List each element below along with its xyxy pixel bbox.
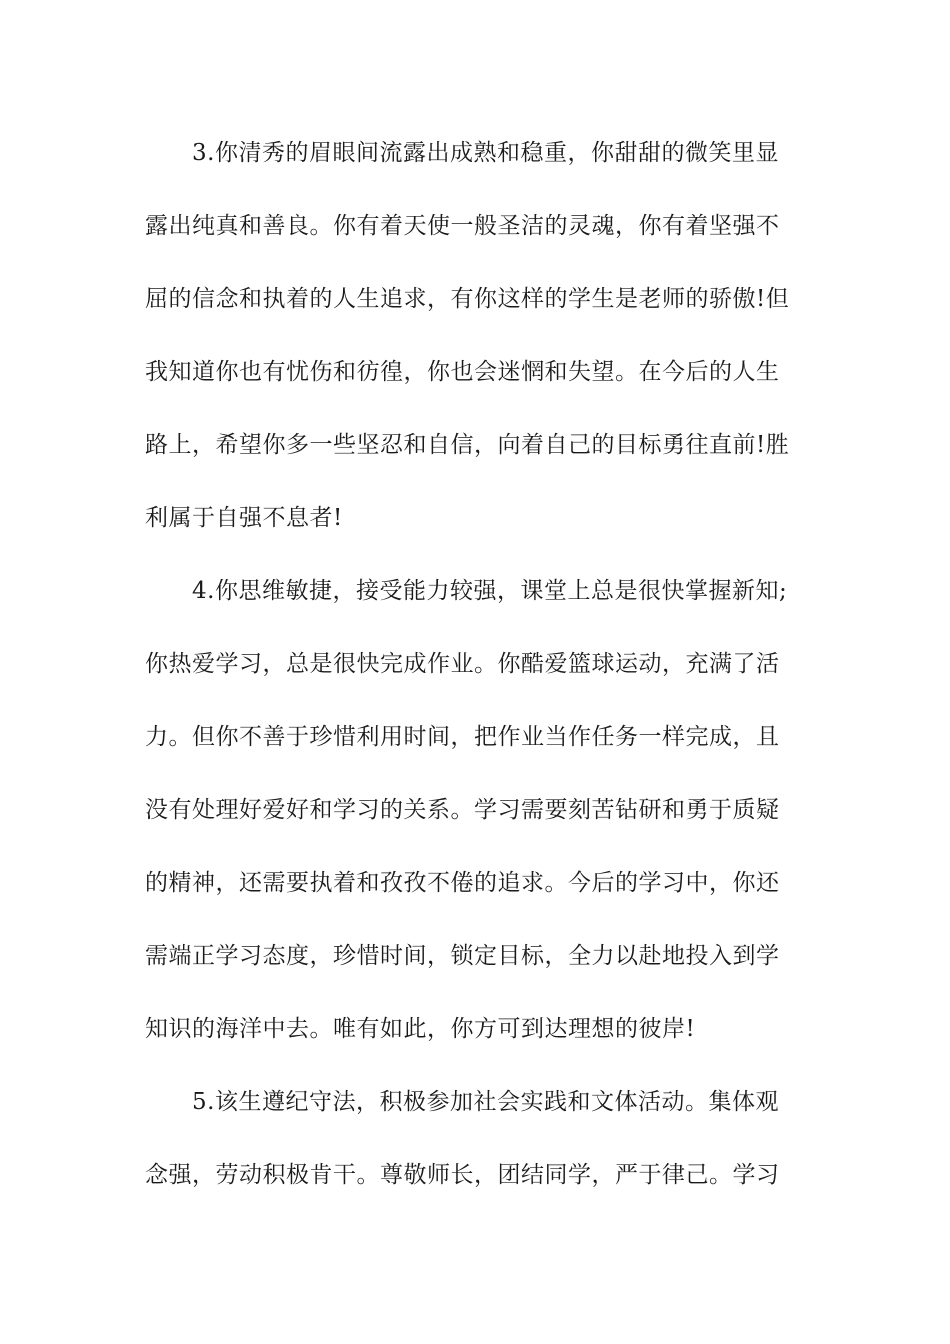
- text-line: 知识的海洋中去。唯有如此，你方可到达理想的彼岸!: [145, 1016, 696, 1042]
- text-line: 3.你清秀的眉眼间流露出成熟和稳重，你甜甜的微笑里显: [192, 140, 779, 166]
- text-line: 路上，希望你多一些坚忍和自信，向着自己的目标勇往直前!胜: [145, 432, 790, 458]
- paragraph-4: [145, 561, 805, 1072]
- text-line: 利属于自强不息者!: [145, 505, 343, 531]
- text-line: 4.你思维敏捷，接受能力较强，课堂上总是很快掌握新知;: [192, 578, 788, 604]
- text-line: 念强，劳动积极肯干。尊敬师长，团结同学，严于律己。学习: [145, 1162, 780, 1188]
- document-body: [145, 123, 805, 1218]
- text-line: 没有处理好爱好和学习的关系。学习需要刻苦钻研和勇于质疑: [145, 797, 780, 823]
- text-line: 的精神，还需要执着和孜孜不倦的追求。今后的学习中，你还: [145, 870, 780, 896]
- text-line: 力。但你不善于珍惜利用时间，把作业当作任务一样完成，且: [145, 724, 780, 750]
- paragraph-5: [145, 1072, 805, 1218]
- text-line: 屈的信念和执着的人生追求，有你这样的学生是老师的骄傲!但: [145, 286, 790, 312]
- text-line: 需端正学习态度，珍惜时间，锁定目标，全力以赴地投入到学: [145, 943, 780, 969]
- paragraph-3: [145, 123, 805, 561]
- text-line: 我知道你也有忧伤和彷徨，你也会迷惘和失望。在今后的人生: [145, 359, 780, 385]
- text-line: 5.该生遵纪守法，积极参加社会实践和文体活动。集体观: [192, 1089, 779, 1115]
- text-line: 你热爱学习，总是很快完成作业。你酷爱篮球运动，充满了活: [145, 651, 780, 677]
- text-line: 露出纯真和善良。你有着天使一般圣洁的灵魂，你有着坚强不: [145, 213, 780, 239]
